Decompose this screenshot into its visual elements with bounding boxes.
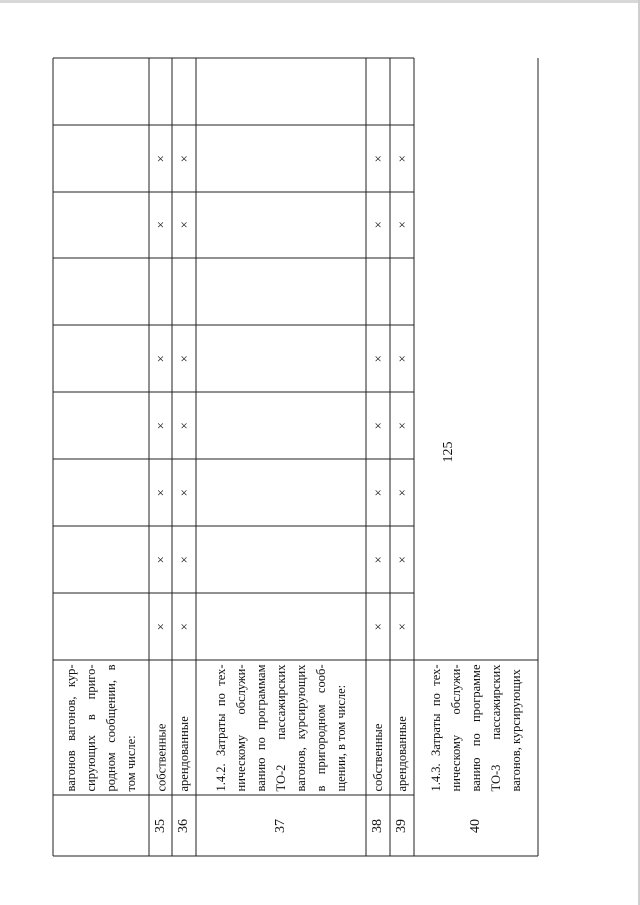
cross-mark: × (180, 350, 188, 366)
row-name (415, 664, 537, 791)
cross-mark: × (156, 150, 165, 166)
cross-mark: × (374, 350, 382, 366)
cross-mark: × (374, 484, 382, 500)
row-name (150, 664, 171, 791)
row-name-line: арендованные (395, 715, 409, 791)
cross-mark: × (180, 217, 188, 232)
row-name-line: ническому обслужи- (234, 664, 248, 791)
row-name-line: собственные (371, 723, 385, 791)
row-name-line: ТО-2 пассажирских (274, 664, 288, 791)
row-name-line: ническому обслужи- (449, 664, 463, 791)
cross-mark: × (374, 417, 382, 433)
cross-mark: × (180, 551, 188, 567)
cross-mark: × (156, 551, 165, 567)
row-name-line: 1.4.3. Затраты по тех- (429, 664, 443, 791)
row-name-line: щении, в том числе: (334, 684, 348, 791)
cross-mark: × (156, 618, 165, 634)
cross-mark: × (398, 217, 406, 232)
cross-mark: × (398, 150, 406, 166)
page-number: 125 (441, 441, 456, 463)
row-name-line: ванию по программам (254, 664, 268, 791)
row-name-line: собственные (153, 723, 168, 791)
row-number: 37 (273, 818, 288, 833)
row-number: 38 (370, 818, 385, 833)
cross-mark: × (180, 417, 188, 433)
cross-mark: × (374, 217, 382, 232)
row-name-line: вагонов вагонов, кур- (64, 664, 78, 791)
row-name-line: вагонов, курсирующих (509, 668, 523, 791)
cross-mark: × (374, 551, 382, 567)
cross-mark: × (398, 417, 406, 433)
cross-mark: × (156, 350, 165, 366)
row-number: 35 (152, 818, 168, 833)
row-number: 40 (468, 818, 483, 833)
cross-mark: × (156, 484, 165, 500)
row-name (367, 664, 389, 791)
row-name-line: в пригородном сооб- (314, 664, 328, 791)
row-name-line: том числе: (124, 734, 138, 791)
row-name-line: сирующих в приго- (84, 664, 98, 791)
row-number: 39 (394, 818, 409, 833)
row-name (54, 664, 148, 791)
cross-mark: × (374, 150, 382, 166)
row-name (173, 664, 195, 791)
cross-mark: × (180, 150, 188, 166)
row-name-line: вагонов, курсирующих (294, 664, 308, 791)
cross-mark: × (156, 217, 165, 232)
row-name-line: 1.4.2. Затраты по тех- (214, 664, 228, 791)
row-name-line: ТО-3 пассажирских (489, 664, 503, 791)
cross-mark: × (180, 484, 188, 500)
row-number: 36 (176, 818, 191, 833)
cross-mark: × (398, 350, 406, 366)
cross-mark: × (374, 618, 382, 634)
row-name-line: родном сообщении, в (104, 664, 118, 791)
cross-mark: × (398, 551, 406, 567)
cross-mark: × (398, 618, 406, 634)
row-name-line: ванию по программе (469, 664, 483, 791)
row-name-line: арендованные (177, 715, 191, 791)
row-name (391, 664, 413, 791)
cross-mark: × (398, 484, 406, 500)
cross-mark: × (156, 417, 165, 433)
cross-mark: × (180, 618, 188, 634)
row-name (197, 664, 365, 791)
